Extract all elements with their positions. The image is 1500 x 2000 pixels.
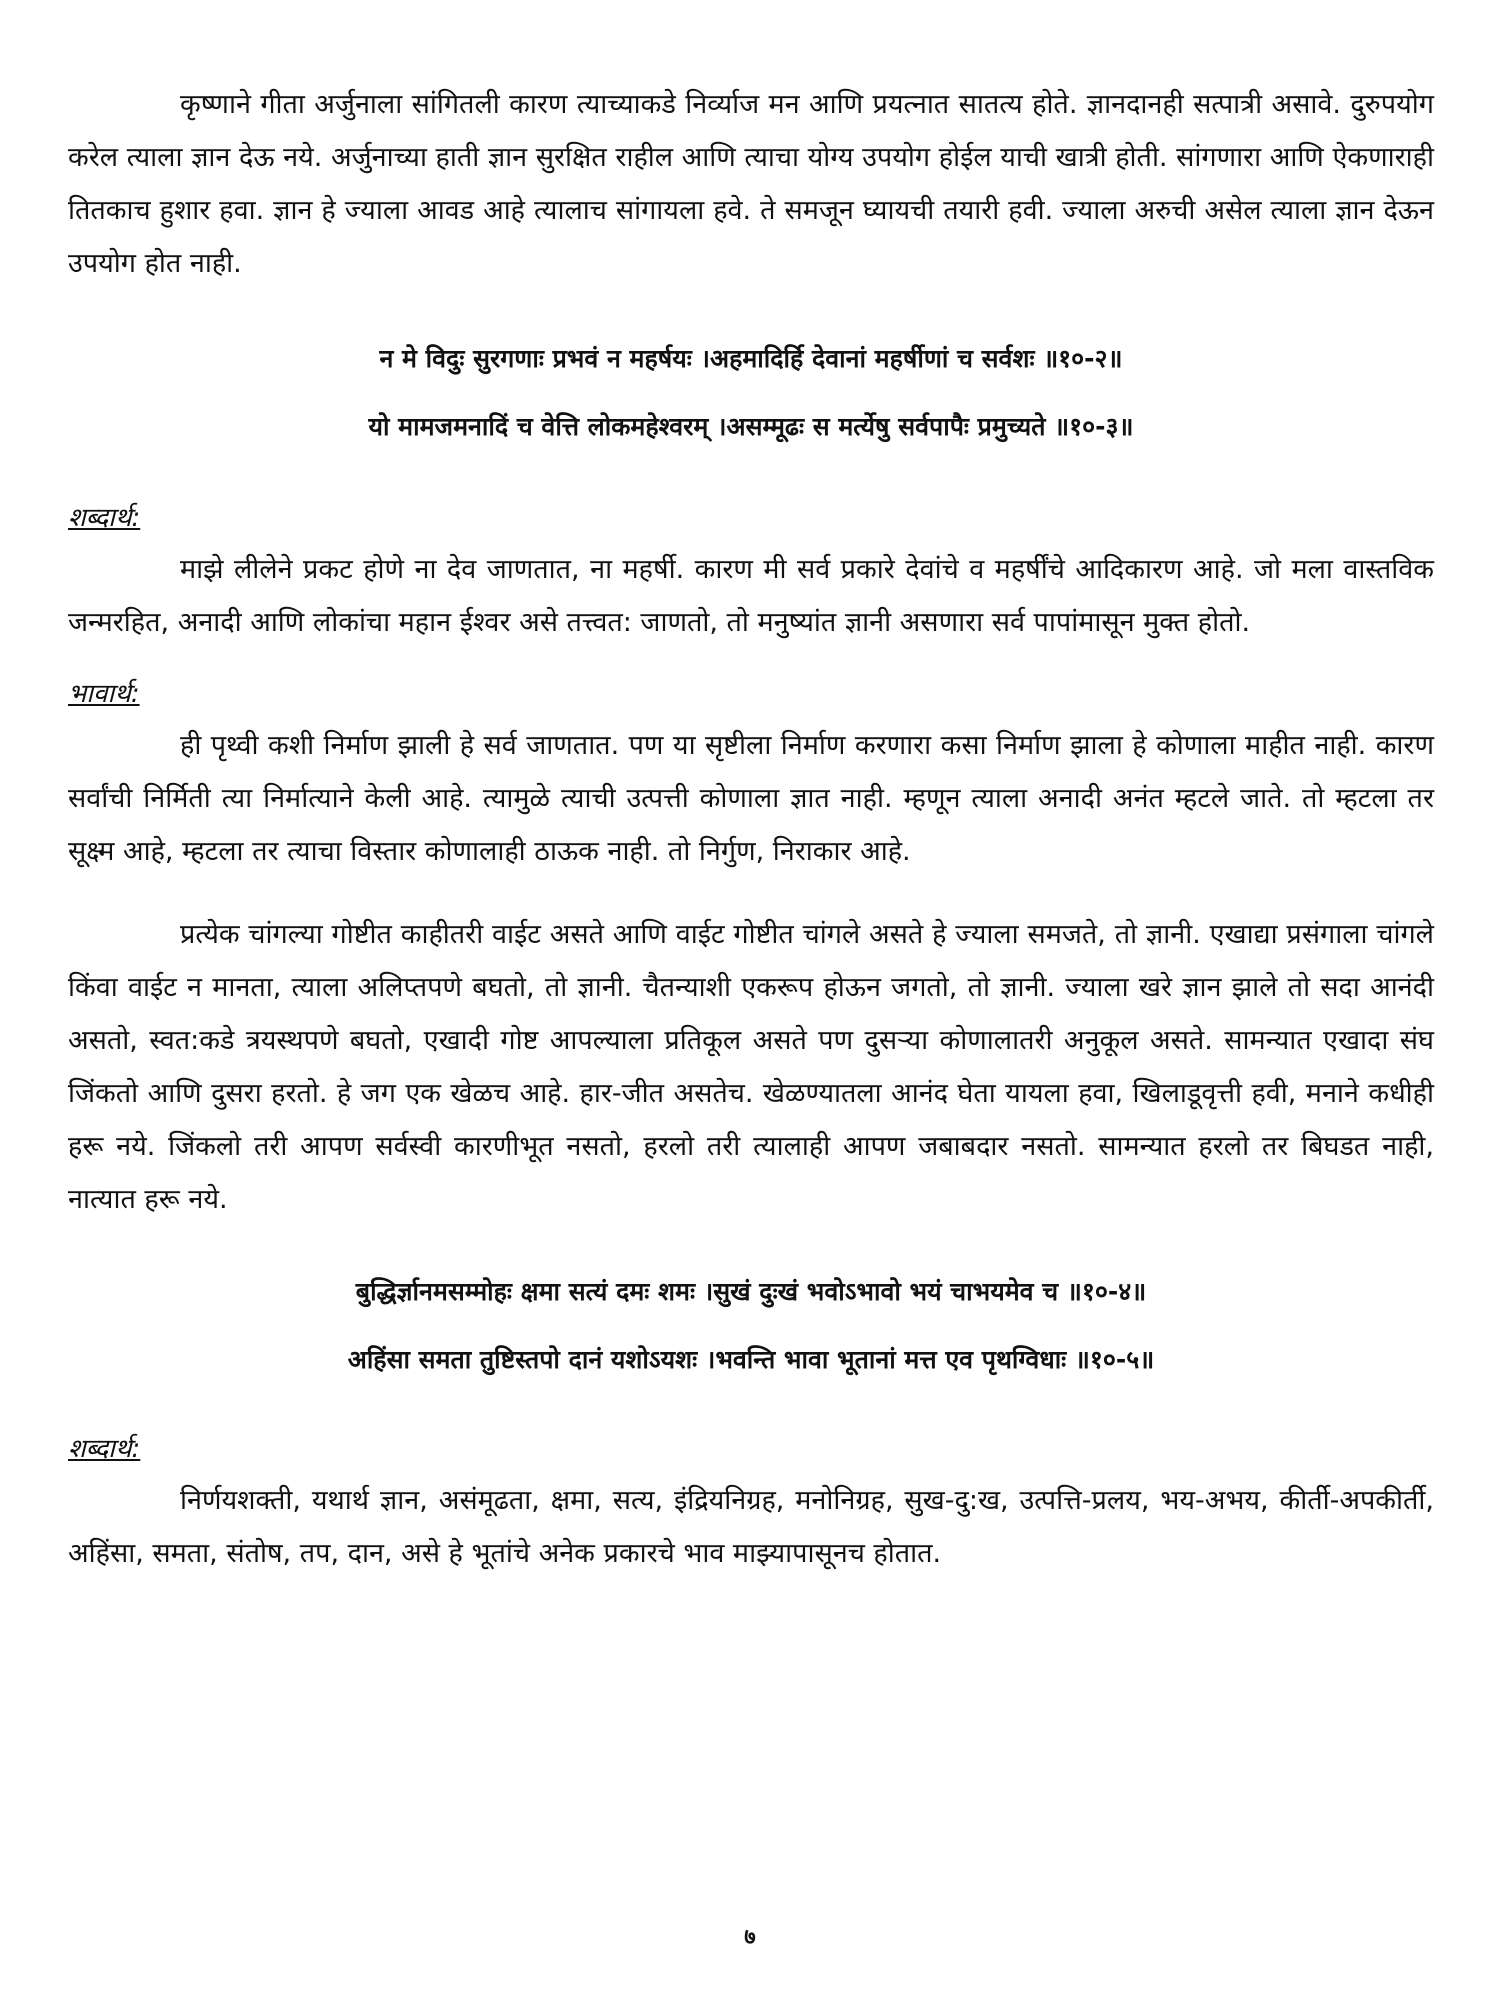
shabdarth-paragraph-2: निर्णयशक्ती, यथार्थ ज्ञान, असंमूढता, क्षमा, सत्य, इंद्रियनिग्रह, मनोनिग्रह, सुख-दु:ख, उत्पत्ति-प्रलय, भय-अभय, कीर्ती-अपकीर्ती, अहिंसा, समता, संतोष, तप, दान, असे हे भूतांचे अनेक प्रकारचे भाव माझ्यापासूनच होतात. bbox=[68, 1485, 1434, 1569]
verse-10-4: बुद्धिर्ज्ञानमसम्मोहः क्षमा सत्यं दमः शमः ।सुखं दुःखं भवोऽभावो भयं चाभयमेव च ॥१०-४॥ bbox=[355, 1277, 1147, 1306]
shabdarth-heading-2: शब्दार्थ: bbox=[68, 1434, 141, 1464]
verse-10-3: यो मामजमनादिं च वेत्ति लोकमहेश्वरम् ।असम्मूढः स मर्त्येषु सर्वपापैः प्रमुच्यते ॥१०-३॥ bbox=[368, 412, 1134, 441]
bhavarth-heading: भावार्थ: bbox=[68, 679, 140, 709]
bhavarth-paragraph-1: ही पृथ्वी कशी निर्माण झाली हे सर्व जाणतात. पण या सृष्टीला निर्माण करणारा कसा निर्माण झाला हे कोणाला माहीत नाही. कारण सर्वांची निर्मिती त्या निर्मात्याने केली आहे. त्यामुळे त्याची उत्पत्ती कोणाला ज्ञात नाही. म्हणून त्याला अनादी अनंत म्हटले जाते. तो म्हटला तर सूक्ष्म आहे, म्हटला तर त्याचा विस्तार कोणालाही ठाऊक नाही. तो निर्गुण, निराकार आहे. bbox=[68, 730, 1434, 867]
bhavarth-paragraph-2: प्रत्येक चांगल्या गोष्टीत काहीतरी वाईट असते आणि वाईट गोष्टीत चांगले असते हे ज्याला समजते, तो ज्ञानी. एखाद्या प्रसंगाला चांगले किंवा वाईट न मानता, त्याला अलिप्तपणे बघतो, तो ज्ञानी. चैतन्याशी एकरूप होऊन जगतो, तो ज्ञानी. ज्याला खरे ज्ञान झाले तो सदा आनंदी असतो, स्वत:कडे त्रयस्थपणे बघतो, एखादी गोष्ट आपल्याला प्रतिकूल असते पण दुसऱ्या कोणालातरी अनुकूल असते. सामन्यात एखादा संघ जिंकतो आणि दुसरा हरतो. हे जग एक खेळच आहे. हार-जीत असतेच. खेळण्यातला आनंद घेता यायला हवा, खिलाडूवृत्ती हवी, मनाने कधीही हरू नये. जिंकलो तरी आपण सर्वस्वी कारणीभूत नसतो, हरलो तरी त्यालाही आपण जबाबदार नसतो. सामन्यात हरलो तर बिघडत नाही, नात्यात हरू नये. bbox=[68, 919, 1434, 1215]
shabdarth-heading-1: शब्दार्थ: bbox=[68, 503, 141, 533]
shabdarth-paragraph-1: माझे लीलेने प्रकट होणे ना देव जाणतात, ना महर्षी. कारण मी सर्व प्रकारे देवांचे व महर्षींचे आदिकारण आहे. जो मला वास्तविक जन्मरहित, अनादी आणि लोकांचा महान ईश्वर असे तत्त्वत: जाणतो, तो मनुष्यांत ज्ञानी असणारा सर्व पापांमासून मुक्त होतो. bbox=[68, 554, 1434, 638]
intro-paragraph: कृष्णाने गीता अर्जुनाला सांगितली कारण त्याच्याकडे निर्व्याज मन आणि प्रयत्नात सातत्य होते. ज्ञानदानही सत्पात्री असावे. दुरुपयोग करेल त्याला ज्ञान देऊ नये. अर्जुनाच्या हाती ज्ञान सुरक्षित राहील आणि त्याचा योग्य उपयोग होईल याची खात्री होती. सांगणारा आणि ऐकणाराही तितकाच हुशार हवा. ज्ञान हे ज्याला आवड आहे त्यालाच सांगायला हवे. ते समजून घ्यायची तयारी हवी. ज्याला अरुची असेल त्याला ज्ञान देऊन उपयोग होत नाही. bbox=[68, 89, 1434, 279]
document-page bbox=[68, 78, 1434, 1580]
verse-block-2 bbox=[68, 1258, 1434, 1394]
verse-10-2: न मे विदुः सुरगणाः प्रभवं न महर्षयः ।अहमादिर्हि देवानां महर्षीणां च सर्वशः ॥१०-२॥ bbox=[379, 344, 1123, 373]
verse-block-1 bbox=[68, 325, 1434, 461]
verse-10-5: अहिंसा समता तुष्टिस्तपो दानं यशोऽयशः ।भवन्ति भावा भूतानां मत्त एव पृथग्विधाः ॥१०-५॥ bbox=[347, 1345, 1155, 1374]
page-number: ७ bbox=[744, 1925, 756, 1950]
